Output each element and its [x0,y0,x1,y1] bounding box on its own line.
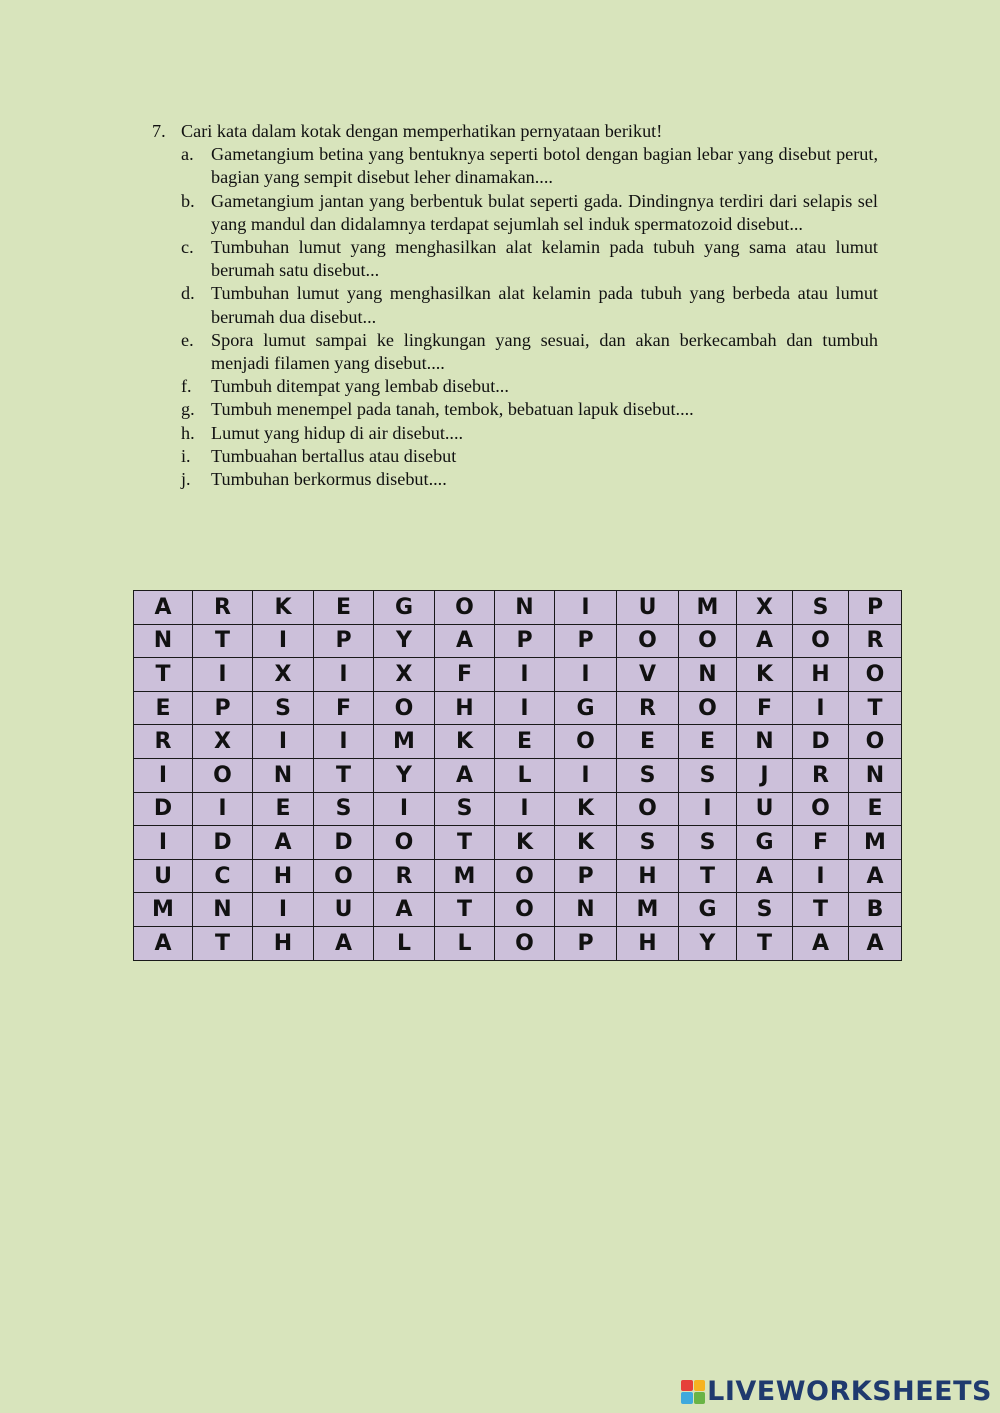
grid-cell[interactable]: V [617,658,679,692]
grid-cell[interactable]: N [253,758,314,792]
question-item [181,329,878,375]
grid-cell[interactable]: S [679,758,737,792]
grid-cell[interactable]: O [679,624,737,658]
question-item [181,236,878,282]
grid-cell[interactable]: O [555,725,617,759]
item-letter: j. [181,469,191,490]
question-item [181,282,878,328]
item-text: Tumbuh ditempat yang lembab disebut... [211,376,509,397]
grid-cell[interactable]: H [617,859,679,893]
grid-row [134,758,902,792]
grid-cell[interactable]: I [314,725,374,759]
grid-cell[interactable]: P [849,591,902,625]
grid-cell[interactable]: H [793,658,849,692]
grid-cell[interactable]: A [134,926,193,960]
grid-cell[interactable]: E [134,691,193,725]
grid-cell[interactable]: H [253,926,314,960]
grid-cell[interactable]: I [555,758,617,792]
grid-cell[interactable]: G [737,826,793,860]
grid-cell[interactable]: L [495,758,555,792]
grid-cell[interactable]: G [679,893,737,927]
grid-cell[interactable]: I [555,658,617,692]
grid-cell[interactable]: E [679,725,737,759]
grid-cell[interactable]: O [849,725,902,759]
grid-cell[interactable]: U [737,792,793,826]
grid-cell[interactable]: N [495,591,555,625]
item-letter: a. [181,144,194,165]
grid-cell[interactable]: U [314,893,374,927]
grid-cell[interactable]: J [737,758,793,792]
grid-cell[interactable]: O [374,826,435,860]
question-header [152,120,878,143]
grid-cell[interactable]: T [314,758,374,792]
grid-cell[interactable]: R [193,591,253,625]
grid-cell[interactable]: E [617,725,679,759]
question-item [181,375,878,398]
grid-cell[interactable]: P [314,624,374,658]
grid-cell[interactable]: D [134,792,193,826]
grid-cell[interactable]: P [495,624,555,658]
grid-cell[interactable]: A [849,859,902,893]
grid-cell[interactable]: I [253,893,314,927]
item-letter: c. [181,237,194,258]
item-letter: e. [181,329,194,350]
grid-cell[interactable]: S [435,792,495,826]
grid-cell[interactable]: T [737,926,793,960]
grid-row [134,691,902,725]
logo-square [694,1380,706,1392]
grid-cell[interactable]: O [495,859,555,893]
item-text: Tumbuahan bertallus atau disebut [211,445,457,466]
grid-cell[interactable]: O [374,691,435,725]
grid-cell[interactable]: I [134,758,193,792]
grid-cell[interactable]: I [555,591,617,625]
grid-row [134,658,902,692]
grid-cell[interactable]: T [849,691,902,725]
grid-cell[interactable]: Y [374,758,435,792]
grid-row [134,926,902,960]
grid-cell[interactable]: O [495,926,555,960]
grid-cell[interactable]: T [679,859,737,893]
grid-cell[interactable]: D [314,826,374,860]
grid-cell[interactable]: O [849,658,902,692]
grid-cell[interactable]: I [679,792,737,826]
grid-cell[interactable]: I [495,691,555,725]
item-text: Gametangium jantan yang berbentuk bulat seperti gada. Dindingnya terdiri dari selapis sel yang mandul dan didalamnya terdapat sejumlah sel induk spermatozoid disebut... [211,190,878,234]
grid-cell[interactable]: N [555,893,617,927]
grid-cell[interactable]: R [134,725,193,759]
logo-square [681,1392,693,1404]
grid-row [134,792,902,826]
grid-cell[interactable]: K [435,725,495,759]
grid-cell[interactable]: P [555,859,617,893]
word-search-grid [133,590,902,961]
item-text: Tumbuhan berkormus disebut.... [211,469,447,490]
grid-cell[interactable]: B [849,893,902,927]
grid-cell[interactable]: G [374,591,435,625]
item-letter: h. [181,422,195,443]
grid-cell[interactable]: K [555,826,617,860]
grid-cell[interactable]: T [793,893,849,927]
grid-cell[interactable]: A [435,758,495,792]
grid-cell[interactable]: M [679,591,737,625]
grid-cell[interactable]: E [253,792,314,826]
grid-cell[interactable]: M [849,826,902,860]
item-letter: b. [181,190,195,211]
item-text: Spora lumut sampai ke lingkungan yang sesuai, dan akan berkecambah dan tumbuh menjadi filamen yang disebut.... [211,329,878,374]
item-text: Tumbuhan lumut yang menghasilkan alat kelamin pada tubuh yang sama atau lumut berumah satu disebut... [211,237,878,281]
grid-cell[interactable]: O [314,859,374,893]
grid-cell[interactable]: N [134,624,193,658]
grid-cell[interactable]: S [793,591,849,625]
grid-cell[interactable]: R [849,624,902,658]
grid-cell[interactable]: A [435,624,495,658]
grid-cell[interactable]: P [555,624,617,658]
grid-cell[interactable]: T [435,826,495,860]
grid-cell[interactable]: A [737,859,793,893]
grid-cell[interactable]: T [435,893,495,927]
grid-cell[interactable]: O [793,624,849,658]
grid-cell[interactable]: I [314,658,374,692]
grid-cell[interactable]: I [374,792,435,826]
grid-cell[interactable]: T [193,926,253,960]
grid-cell[interactable]: O [679,691,737,725]
grid-cell[interactable]: X [253,658,314,692]
grid-cell[interactable]: K [495,826,555,860]
logo-square [681,1380,693,1392]
grid-cell[interactable]: L [374,926,435,960]
liveworksheets-logo-icon [681,1380,705,1404]
grid-cell[interactable]: E [314,591,374,625]
grid-cell[interactable]: I [253,624,314,658]
grid-cell[interactable]: E [849,792,902,826]
grid-cell[interactable]: H [617,926,679,960]
grid-cell[interactable]: Y [679,926,737,960]
question-7 [152,120,878,491]
grid-cell[interactable]: P [193,691,253,725]
grid-cell[interactable]: A [134,591,193,625]
grid-cell[interactable]: I [495,792,555,826]
grid-cell[interactable]: K [737,658,793,692]
grid-cell[interactable]: I [193,792,253,826]
grid-cell[interactable]: U [134,859,193,893]
question-item [181,398,878,421]
grid-cell[interactable]: I [193,658,253,692]
item-letter: f. [181,376,192,397]
grid-cell[interactable]: F [435,658,495,692]
grid-cell[interactable]: T [193,624,253,658]
grid-cell[interactable]: C [193,859,253,893]
grid-cell[interactable]: D [793,725,849,759]
grid-cell[interactable]: R [617,691,679,725]
grid-row [134,624,902,658]
grid-cell[interactable]: N [737,725,793,759]
grid-cell[interactable]: M [134,893,193,927]
question-instruction: Cari kata dalam kotak dengan memperhatikan pernyataan berikut! [181,121,663,141]
grid-row [134,591,902,625]
grid-row [134,859,902,893]
grid-cell[interactable]: M [435,859,495,893]
grid-cell[interactable]: A [793,926,849,960]
grid-cell[interactable]: O [495,893,555,927]
grid-cell[interactable]: Y [374,624,435,658]
grid-cell[interactable]: P [555,926,617,960]
grid-cell[interactable]: L [435,926,495,960]
brand-name: LIVEWORKSHEETS [707,1376,992,1407]
grid-cell[interactable]: F [314,691,374,725]
grid-cell[interactable]: O [617,624,679,658]
grid-cell[interactable]: A [253,826,314,860]
grid-cell[interactable]: K [253,591,314,625]
grid-cell[interactable]: M [617,893,679,927]
item-text: Lumut yang hidup di air disebut.... [211,422,464,443]
grid-cell[interactable]: I [253,725,314,759]
item-text: Tumbuh menempel pada tanah, tembok, bebatuan lapuk disebut.... [211,399,694,420]
grid-cell[interactable]: S [314,792,374,826]
grid-cell[interactable]: F [737,691,793,725]
grid-cell[interactable]: R [793,758,849,792]
grid-cell[interactable]: A [374,893,435,927]
question-number: 7. [152,121,166,141]
question-items [152,143,878,491]
grid-cell[interactable]: O [617,792,679,826]
question-item [181,468,878,491]
logo-square [694,1392,706,1404]
grid-cell[interactable]: I [134,826,193,860]
grid-cell[interactable]: S [737,893,793,927]
grid-cell[interactable]: G [555,691,617,725]
grid-cell[interactable]: D [193,826,253,860]
grid-cell[interactable]: H [435,691,495,725]
grid-cell[interactable]: A [314,926,374,960]
grid-cell[interactable]: U [617,591,679,625]
grid-cell[interactable]: S [679,826,737,860]
grid-cell[interactable]: S [617,826,679,860]
grid-cell[interactable]: S [617,758,679,792]
grid-cell[interactable]: T [134,658,193,692]
grid-cell[interactable]: A [849,926,902,960]
grid-row [134,826,902,860]
grid-cell[interactable]: S [253,691,314,725]
grid-cell[interactable]: N [679,658,737,692]
grid-cell[interactable]: H [253,859,314,893]
item-text: Gametangium betina yang bentuknya seperti botol dengan bagian lebar yang disebut perut, bagian yang sempit disebut leher dinamakan.... [211,144,878,188]
grid-cell[interactable]: I [495,658,555,692]
grid-cell[interactable]: F [793,826,849,860]
grid-cell[interactable]: O [435,591,495,625]
grid-cell[interactable]: K [555,792,617,826]
grid-cell[interactable]: R [374,859,435,893]
grid-cell[interactable]: X [737,591,793,625]
question-item [181,143,878,189]
grid-cell[interactable]: N [849,758,902,792]
grid-cell[interactable]: O [193,758,253,792]
grid-row [134,893,902,927]
grid-cell[interactable]: I [793,859,849,893]
question-item [181,445,878,468]
grid-row [134,725,902,759]
grid-cell[interactable]: E [495,725,555,759]
grid-cell[interactable]: M [374,725,435,759]
question-item [181,422,878,445]
question-item [181,190,878,236]
item-letter: i. [181,445,191,466]
item-text: Tumbuhan lumut yang menghasilkan alat kelamin pada tubuh yang berbeda atau lumut berumah dua disebut... [211,283,878,327]
grid-cell[interactable]: A [737,624,793,658]
grid-cell[interactable]: N [193,893,253,927]
grid-cell[interactable]: O [793,792,849,826]
grid-cell[interactable]: X [193,725,253,759]
item-letter: g. [181,399,195,420]
grid-cell[interactable]: I [793,691,849,725]
grid-cell[interactable]: X [374,658,435,692]
liveworksheets-brand [681,1376,992,1407]
item-letter: d. [181,283,195,304]
